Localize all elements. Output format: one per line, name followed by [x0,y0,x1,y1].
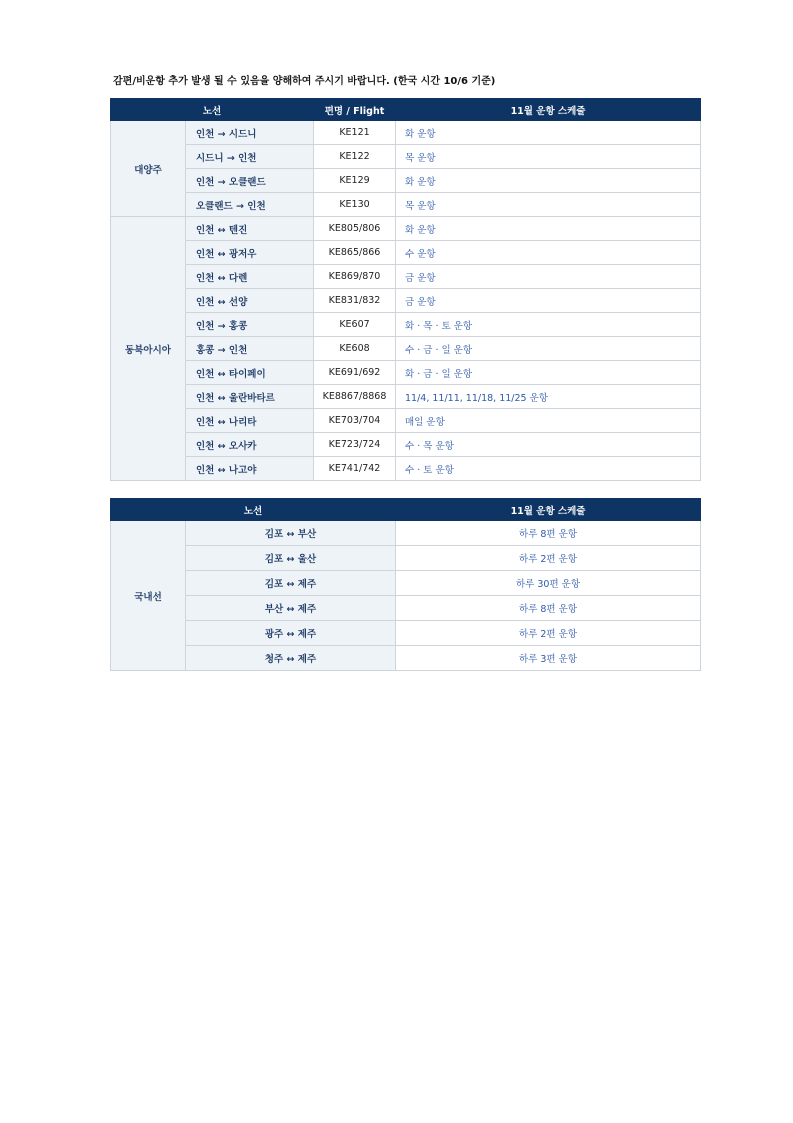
flight-cell: KE703/704 [314,409,396,433]
table-row [111,546,701,571]
table-row [111,121,701,145]
schedule-cell: 금 운항 [396,289,701,313]
route-cell: 인천 ↔ 선양 [186,289,314,313]
flight-cell: KE691/692 [314,361,396,385]
table-row [111,361,701,385]
flight-cell: KE608 [314,337,396,361]
table-row [111,145,701,169]
schedule-cell: 목 운항 [396,193,701,217]
schedule-cell: 하루 2편 운항 [396,546,701,571]
table-row [111,265,701,289]
route-cell: 오클랜드 → 인천 [186,193,314,217]
table-row [111,217,701,241]
table-row [111,169,701,193]
header-route: 노선 [111,499,396,521]
table-row [111,457,701,481]
table-row [111,596,701,621]
route-cell: 인천 ↔ 울란바타르 [186,385,314,409]
flight-cell: KE805/806 [314,217,396,241]
table-row [111,313,701,337]
route-cell: 인천 → 시드니 [186,121,314,145]
flight-cell: KE831/832 [314,289,396,313]
header-schedule: 11월 운항 스케줄 [396,99,701,121]
header-flight: 편명 / Flight [314,99,396,121]
schedule-cell: 하루 3편 운항 [396,646,701,671]
schedule-cell: 하루 8편 운항 [396,521,701,546]
route-cell: 시드니 → 인천 [186,145,314,169]
route-cell: 인천 ↔ 다렌 [186,265,314,289]
domestic-schedule-table [110,498,701,671]
international-schedule-table [110,98,701,481]
schedule-cell: 화 운항 [396,217,701,241]
route-cell: 청주 ↔ 제주 [186,646,396,671]
schedule-cell: 11/4, 11/11, 11/18, 11/25 운항 [396,385,701,409]
schedule-cell: 금 운항 [396,265,701,289]
region-cell: 대양주 [111,121,186,217]
schedule-cell: 화 · 목 · 토 운항 [396,313,701,337]
schedule-cell: 하루 2편 운항 [396,621,701,646]
route-cell: 인천 ↔ 광저우 [186,241,314,265]
route-cell: 인천 ↔ 오사카 [186,433,314,457]
route-cell: 인천 ↔ 나리타 [186,409,314,433]
flight-cell: KE723/724 [314,433,396,457]
schedule-cell: 하루 30편 운항 [396,571,701,596]
schedule-cell: 수 운항 [396,241,701,265]
flight-cell: KE122 [314,145,396,169]
route-cell: 김포 ↔ 부산 [186,521,396,546]
route-cell: 인천 ↔ 나고야 [186,457,314,481]
header-schedule: 11월 운항 스케줄 [396,499,701,521]
route-cell: 인천 → 오클랜드 [186,169,314,193]
table-row [111,289,701,313]
route-cell: 부산 ↔ 제주 [186,596,396,621]
route-cell: 광주 ↔ 제주 [186,621,396,646]
table-row [111,241,701,265]
flight-cell: KE8867/8868 [314,385,396,409]
header-route: 노선 [111,99,314,121]
schedule-cell: 하루 8편 운항 [396,596,701,621]
flight-cell: KE121 [314,121,396,145]
region-cell: 동북아시아 [111,217,186,481]
region-cell: 국내선 [111,521,186,671]
flight-cell: KE130 [314,193,396,217]
schedule-cell: 화 운항 [396,121,701,145]
schedule-cell: 매일 운항 [396,409,701,433]
route-cell: 인천 ↔ 타이페이 [186,361,314,385]
schedule-cell: 화 · 금 · 일 운항 [396,361,701,385]
table-row [111,646,701,671]
flight-cell: KE607 [314,313,396,337]
route-cell: 홍콩 → 인천 [186,337,314,361]
schedule-cell: 수 · 토 운항 [396,457,701,481]
flight-cell: KE865/866 [314,241,396,265]
route-cell: 인천 → 홍콩 [186,313,314,337]
table-header-row [111,499,701,521]
route-cell: 인천 ↔ 텐진 [186,217,314,241]
route-cell: 김포 ↔ 제주 [186,571,396,596]
schedule-cell: 목 운항 [396,145,701,169]
table-row [111,409,701,433]
flight-cell: KE129 [314,169,396,193]
flight-cell: KE869/870 [314,265,396,289]
table-row [111,621,701,646]
route-cell: 김포 ↔ 울산 [186,546,396,571]
table-row [111,433,701,457]
schedule-cell: 수 · 금 · 일 운항 [396,337,701,361]
table-row [111,521,701,546]
notice-text: 감편/비운항 추가 발생 될 수 있음을 양해하여 주시기 바랍니다. (한국 시간 10/6 기준) [113,76,496,87]
schedule-cell: 화 운항 [396,169,701,193]
table-row [111,571,701,596]
flight-cell: KE741/742 [314,457,396,481]
table-row [111,193,701,217]
table-row [111,337,701,361]
table-header-row [111,99,701,121]
schedule-cell: 수 · 목 운항 [396,433,701,457]
table-row [111,385,701,409]
